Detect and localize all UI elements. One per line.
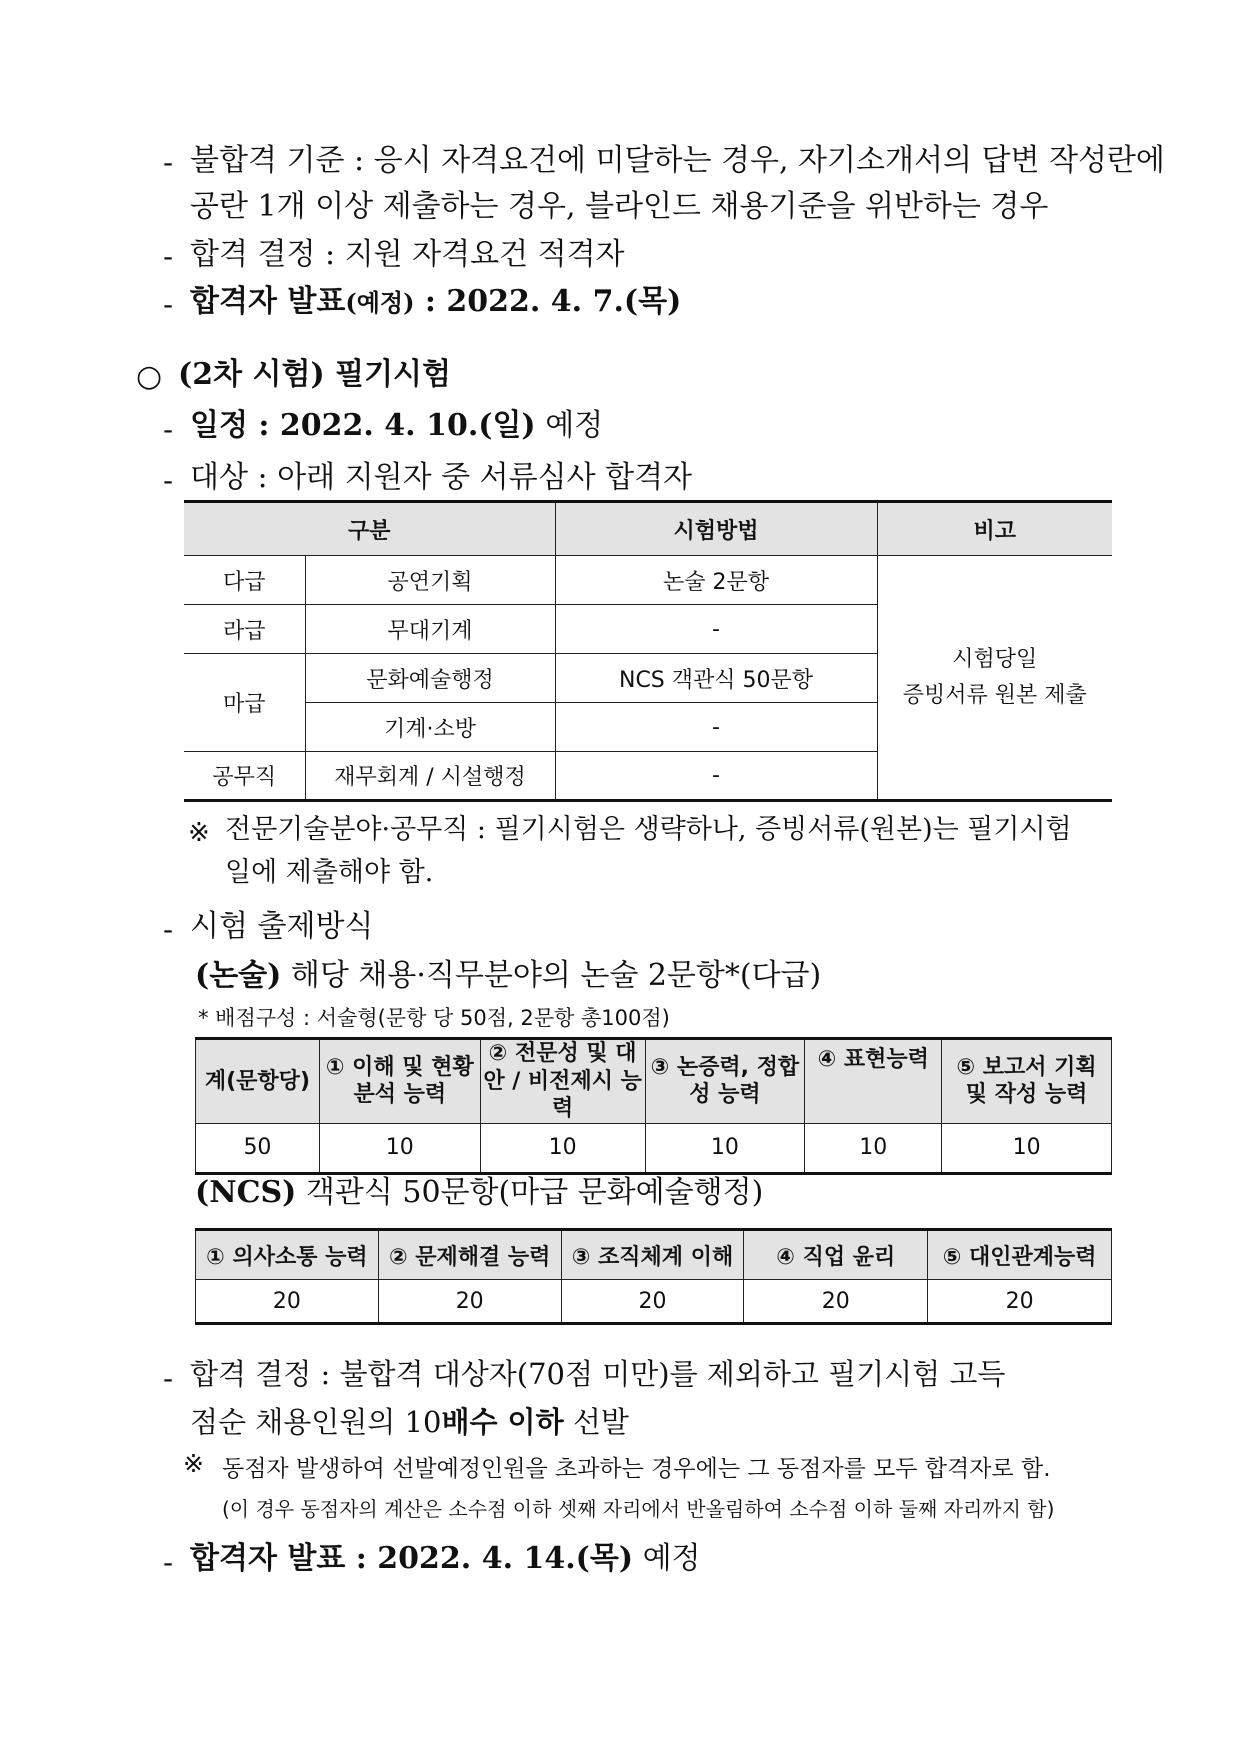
schedule: 일정 : 2022. 4. 10.(일) 예정: [190, 408, 604, 443]
essay-header-5: ⑤ 보고서 기획 및 작성 능력: [942, 1039, 1112, 1124]
ncs-header-2: ② 문제해결 능력: [378, 1230, 561, 1280]
field-cell: 재무회계 / 시설행정: [305, 752, 555, 801]
fail-criteria-line2: 공란 1개 이상 제출하는 경우, 블라인드 채용기준을 위반하는 경우: [190, 189, 1049, 224]
ncs-value: 20: [744, 1280, 928, 1324]
bullet-dash: -: [163, 146, 174, 179]
ncs-value: 20: [196, 1280, 379, 1324]
ncs-value: 20: [928, 1280, 1112, 1324]
circle-bullet: ○: [136, 359, 163, 394]
header-method: 시험방법: [555, 502, 877, 556]
bullet-dash: -: [163, 1362, 174, 1395]
essay-value: 10: [319, 1123, 480, 1173]
exam-note-line1: 전문기술분야·공무직 : 필기시험은 생략하나, 증빙서류(원본)는 필기시험: [225, 814, 1072, 845]
tie-note-line: 동점자 발생하여 선발예정인원을 초과하는 경우에는 그 동점자를 모두 합격자로 함.: [222, 1456, 1051, 1482]
header-category: 구분: [184, 502, 555, 556]
essay-score-note: * 배점구성 : 서술형(문항 당 50점, 2문항 총100점): [198, 1006, 670, 1030]
final-pass-line2: 점순 채용인원의 10배수 이하 선발: [190, 1405, 629, 1439]
target: 대상 : 아래 지원자 중 서류심사 합격자: [190, 460, 693, 495]
tie-note-sub: (이 경우 동점자의 계산은 소수점 이하 셋째 자리에서 반올림하여 소수점 이하 둘째 자리까지 함): [222, 1497, 1055, 1521]
bullet-dash: -: [163, 240, 174, 273]
essay-header-2: ② 전문성 및 대안 / 비전제시 능력: [480, 1039, 645, 1124]
ncs-header-5: ⑤ 대인관계능력: [928, 1230, 1112, 1280]
ncs-header-1: ① 의사소통 능력: [196, 1230, 379, 1280]
method-cell: -: [555, 752, 877, 801]
field-cell: 무대기계: [305, 605, 555, 654]
ncs-desc: (NCS) 객관식 50문항(마급 문화예술행정): [195, 1175, 764, 1210]
field-cell: 기계·소방: [305, 703, 555, 752]
tie-note-mark: ※: [183, 1449, 204, 1478]
grade-cell: 라급: [184, 605, 305, 654]
method-cell: 논술 2문항: [555, 556, 877, 605]
ncs-table: [195, 1228, 1112, 1325]
bullet-dash: -: [163, 464, 174, 497]
exam-note-line2: 일에 제출해야 함.: [225, 857, 434, 888]
ncs-value: 20: [378, 1280, 561, 1324]
remark-cell: 시험당일 증빙서류 원본 제출: [877, 556, 1112, 801]
announce-first: 합격자 발표(예정) : 2022. 4. 7.(목): [190, 284, 682, 319]
grade-cell: 마급: [184, 654, 305, 752]
essay-value: 10: [480, 1123, 645, 1173]
grade-cell: 공무직: [184, 752, 305, 801]
essay-header-total: 계(문항당): [196, 1039, 320, 1124]
essay-value: 10: [645, 1123, 805, 1173]
bullet-dash: -: [163, 913, 174, 946]
final-announce: 합격자 발표 : 2022. 4. 14.(목) 예정: [190, 1541, 701, 1576]
essay-value: 10: [942, 1123, 1112, 1173]
bullet-dash: -: [163, 413, 174, 446]
ncs-header-4: ④ 직업 윤리: [744, 1230, 928, 1280]
method-cell: -: [555, 703, 877, 752]
header-remark: 비고: [877, 502, 1112, 556]
essay-header-4: ④ 표현능력: [805, 1039, 942, 1124]
exam-method-table: [184, 500, 1112, 802]
method-cell: NCS 객관식 50문항: [555, 654, 877, 703]
fail-criteria-line1: 불합격 기준 : 응시 자격요건에 미달하는 경우, 자기소개서의 답변 작성란에: [190, 143, 1165, 178]
essay-header-3: ③ 논증력, 정합성 능력: [645, 1039, 805, 1124]
bullet-dash: -: [163, 288, 174, 321]
essay-value: 10: [805, 1123, 942, 1173]
method-cell: -: [555, 605, 877, 654]
essay-score-table: [195, 1037, 1112, 1175]
essay-value: 50: [196, 1123, 320, 1173]
pass-decision: 합격 결정 : 지원 자격요건 적격자: [190, 237, 625, 272]
ncs-value: 20: [561, 1280, 744, 1324]
ncs-header-3: ③ 조직체계 이해: [561, 1230, 744, 1280]
essay-desc: (논술) 해당 채용·직무분야의 논술 2문항*(다급): [195, 958, 822, 993]
field-cell: 공연기획: [305, 556, 555, 605]
note-mark: ※: [188, 818, 210, 848]
essay-header-1: ① 이해 및 현황 분석 능력: [319, 1039, 480, 1124]
exam-format-label: 시험 출제방식: [190, 909, 374, 944]
section2-title: (2차 시험) 필기시험: [178, 357, 452, 392]
bullet-dash: -: [163, 1546, 174, 1579]
final-pass-line1: 합격 결정 : 불합격 대상자(70점 미만)를 제외하고 필기시험 고득: [190, 1357, 1006, 1391]
field-cell: 문화예술행정: [305, 654, 555, 703]
grade-cell: 다급: [184, 556, 305, 605]
